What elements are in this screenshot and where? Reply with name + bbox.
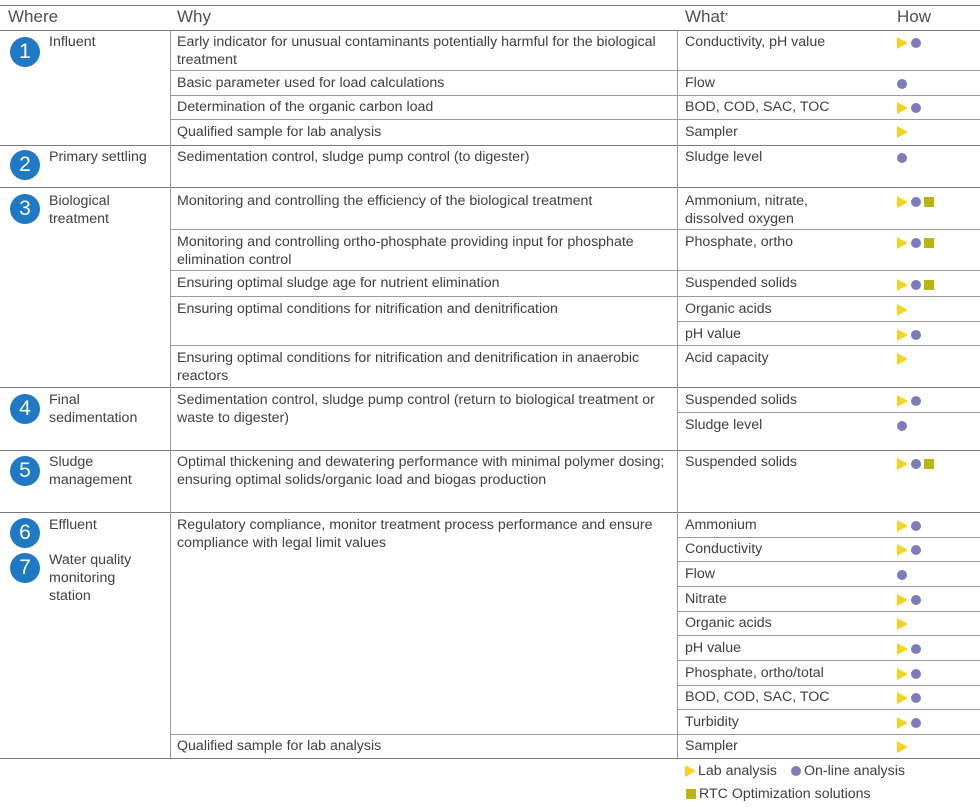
online-analysis-icon — [897, 79, 907, 89]
why-row-13: Regulatory compliance, monitor treatment process performance and ensure compliance with legal limit values — [177, 517, 653, 551]
header-where: Where — [8, 7, 59, 26]
lab-analysis-icon — [897, 102, 908, 114]
lab-analysis-icon — [897, 692, 908, 704]
where-final-line1: Final — [49, 392, 80, 408]
row-rule — [677, 611, 980, 612]
header-how: How — [897, 7, 932, 26]
lab-analysis-icon — [897, 458, 908, 470]
row-rule — [170, 95, 980, 96]
what-phosphate-ortho: Phosphate, ortho — [685, 234, 794, 250]
where-water-quality-line2: monitoring — [49, 570, 116, 586]
how-markers — [897, 419, 910, 433]
what-flow: Flow — [685, 75, 715, 91]
what-suspended-solids: Suspended solids — [685, 275, 798, 291]
badge-7: 7 — [10, 553, 40, 583]
legend-rtc — [686, 785, 871, 803]
row-rule — [170, 229, 980, 230]
lab-analysis-icon — [897, 395, 908, 407]
col-rule-why — [170, 30, 171, 758]
how-markers — [897, 236, 934, 250]
online-analysis-icon — [911, 644, 921, 654]
online-analysis-icon — [897, 153, 907, 163]
online-analysis-icon — [911, 330, 921, 340]
lab-analysis-icon — [897, 237, 908, 249]
what-phosphate-ortho-total: Phosphate, ortho/total — [685, 665, 824, 681]
rtc-optimization-icon — [686, 789, 696, 799]
what-bod-cod: BOD, COD, SAC, TOC — [685, 689, 830, 705]
lab-analysis-icon — [897, 196, 908, 208]
what-sludge-level: Sludge level — [685, 417, 763, 433]
rule-group-5 — [0, 450, 980, 451]
where-water-quality-line3: station — [49, 588, 91, 604]
rule-bottom — [0, 758, 980, 759]
lab-analysis-icon — [897, 37, 908, 49]
how-markers — [897, 101, 924, 115]
what-ph-value: pH value — [685, 640, 741, 656]
how-markers — [897, 278, 934, 292]
row-rule — [677, 586, 980, 587]
what-ammonium-nitrate-line2: dissolved oxygen — [685, 211, 794, 227]
why-row-5: Sedimentation control, sludge pump control (to digester) — [177, 149, 530, 165]
how-markers — [897, 593, 924, 607]
how-markers — [897, 125, 911, 139]
what-sampler: Sampler — [685, 738, 738, 754]
why-row-3: Determination of the organic carbon load — [177, 99, 434, 115]
rtc-optimization-icon — [924, 459, 934, 469]
online-analysis-icon — [897, 421, 907, 431]
online-analysis-icon — [911, 595, 921, 605]
row-rule — [170, 270, 980, 271]
online-analysis-icon — [911, 718, 921, 728]
rule-top — [0, 5, 980, 6]
where-final-line2: sedimentation — [49, 410, 138, 426]
where-biological-line1: Biological — [49, 193, 110, 209]
what-conductivity-ph: Conductivity, pH value — [685, 34, 826, 50]
online-analysis-icon — [911, 197, 921, 207]
how-markers — [897, 617, 911, 631]
lab-analysis-icon — [897, 544, 908, 556]
what-sludge-level: Sludge level — [685, 149, 763, 165]
where-primary-settling: Primary settling — [49, 149, 147, 165]
how-markers — [897, 195, 934, 209]
how-markers — [897, 457, 934, 471]
online-analysis-icon — [911, 396, 921, 406]
where-influent: Influent — [49, 34, 96, 50]
lab-analysis-icon — [897, 329, 908, 341]
why-row-2: Basic parameter used for load calculations — [177, 75, 445, 91]
header-why: Why — [177, 7, 211, 26]
what-bod-cod: BOD, COD, SAC, TOC — [685, 99, 830, 115]
lab-analysis-icon — [897, 618, 908, 630]
rule-group-6 — [0, 512, 980, 513]
where-sludge-line1: Sludge — [49, 454, 94, 470]
what-ammonium-nitrate-line1: Ammonium, nitrate, — [685, 193, 808, 209]
why-row-12: Optimal thickening and dewatering performance with minimal polymer dosing; ensuring optimal solids/organic load and biogas production — [177, 454, 665, 488]
online-analysis-icon — [911, 103, 921, 113]
online-analysis-icon — [911, 238, 921, 248]
header-what — [685, 6, 728, 28]
row-rule — [677, 635, 980, 636]
rule-group-3 — [0, 187, 980, 188]
rule-group-2 — [0, 145, 980, 146]
how-markers — [897, 543, 924, 557]
row-rule — [677, 537, 980, 538]
what-ammonium: Ammonium — [685, 517, 757, 533]
how-markers — [897, 394, 924, 408]
row-rule — [170, 296, 980, 297]
why-row-6: Monitoring and controlling the efficiency of the biological treatment — [177, 193, 593, 209]
how-markers — [897, 716, 924, 730]
header-what-label: What — [685, 7, 725, 26]
online-analysis-icon — [911, 459, 921, 469]
lab-analysis-icon — [897, 520, 908, 532]
lab-analysis-icon — [897, 353, 908, 365]
header-what-footnote-mark: * — [724, 11, 729, 21]
what-flow: Flow — [685, 566, 715, 582]
where-biological-line2: treatment — [49, 211, 109, 227]
lab-analysis-icon — [897, 668, 908, 680]
what-conductivity: Conductivity — [685, 541, 763, 557]
what-suspended-solids: Suspended solids — [685, 454, 798, 470]
rule-header-bottom — [0, 30, 980, 31]
row-rule — [677, 685, 980, 686]
online-analysis-icon — [911, 521, 921, 531]
how-markers — [897, 740, 911, 754]
what-turbidity: Turbidity — [685, 714, 739, 730]
where-sludge-line2: management — [49, 472, 132, 488]
badge-5: 5 — [10, 456, 40, 486]
how-markers — [897, 328, 924, 342]
what-ph-value: pH value — [685, 326, 741, 342]
row-rule — [677, 321, 980, 322]
lab-analysis-icon — [897, 126, 908, 138]
lab-analysis-icon — [897, 717, 908, 729]
why-row-1: Early indicator for unusual contaminants potentially harmful for the biological treatment — [177, 34, 656, 68]
row-rule — [170, 119, 980, 120]
how-markers — [897, 36, 924, 50]
badge-3: 3 — [10, 194, 40, 224]
row-rule — [677, 660, 980, 661]
why-row-9: Ensuring optimal conditions for nitrification and denitrification — [177, 301, 558, 317]
row-rule — [170, 70, 980, 71]
what-organic-acids: Organic acids — [685, 615, 772, 631]
legend-rtc-label: RTC Optimization solutions — [699, 786, 871, 802]
online-analysis-icon — [911, 693, 921, 703]
how-markers — [897, 151, 910, 165]
row-rule — [677, 561, 980, 562]
legend-lab-label: Lab analysis — [698, 763, 777, 779]
rtc-optimization-icon — [924, 197, 934, 207]
why-row-4: Qualified sample for lab analysis — [177, 124, 382, 140]
online-analysis-icon — [897, 570, 907, 580]
online-analysis-icon — [911, 38, 921, 48]
row-rule — [677, 412, 980, 413]
what-organic-acids: Organic acids — [685, 301, 772, 317]
rule-group-4 — [0, 387, 980, 388]
legend-online — [791, 762, 905, 780]
lab-analysis-icon — [897, 279, 908, 291]
what-suspended-solids: Suspended solids — [685, 392, 798, 408]
lab-analysis-icon — [897, 304, 908, 316]
what-acid-capacity: Acid capacity — [685, 350, 769, 366]
badge-4: 4 — [10, 394, 40, 424]
col-rule-what — [677, 30, 678, 758]
online-analysis-icon — [911, 280, 921, 290]
badge-2: 2 — [10, 150, 40, 180]
row-rule — [677, 709, 980, 710]
rtc-optimization-icon — [924, 238, 934, 248]
lab-analysis-icon — [897, 643, 908, 655]
how-markers — [897, 642, 924, 656]
rtc-optimization-icon — [924, 280, 934, 290]
how-markers — [897, 667, 924, 681]
where-effluent: Effluent — [49, 517, 97, 533]
badge-1: 1 — [10, 37, 40, 67]
why-row-14: Qualified sample for lab analysis — [177, 738, 382, 754]
what-nitrate: Nitrate — [685, 591, 727, 607]
row-rule — [170, 345, 980, 346]
online-analysis-icon — [911, 545, 921, 555]
why-row-11: Sedimentation control, sludge pump control (return to biological treatment or waste to digester) — [177, 392, 655, 426]
where-water-quality-line1: Water quality — [49, 552, 132, 568]
online-analysis-icon — [911, 669, 921, 679]
lab-analysis-icon — [685, 765, 696, 777]
why-row-7: Monitoring and controlling ortho-phosphate providing input for phosphate elimination control — [177, 234, 634, 268]
how-markers — [897, 352, 911, 366]
lab-analysis-icon — [897, 741, 908, 753]
how-markers — [897, 77, 910, 91]
legend-lab — [685, 762, 777, 780]
what-sampler: Sampler — [685, 124, 738, 140]
how-markers — [897, 691, 924, 705]
row-rule — [170, 734, 980, 735]
how-markers — [897, 568, 910, 582]
online-analysis-icon — [791, 766, 801, 776]
badge-6: 6 — [10, 518, 40, 548]
how-markers — [897, 303, 911, 317]
lab-analysis-icon — [897, 594, 908, 606]
why-row-10: Ensuring optimal conditions for nitrification and denitrification in anaerobic reactors — [177, 350, 640, 384]
how-markers — [897, 519, 924, 533]
legend-online-label: On-line analysis — [804, 763, 905, 779]
why-row-8: Ensuring optimal sludge age for nutrient elimination — [177, 275, 500, 291]
